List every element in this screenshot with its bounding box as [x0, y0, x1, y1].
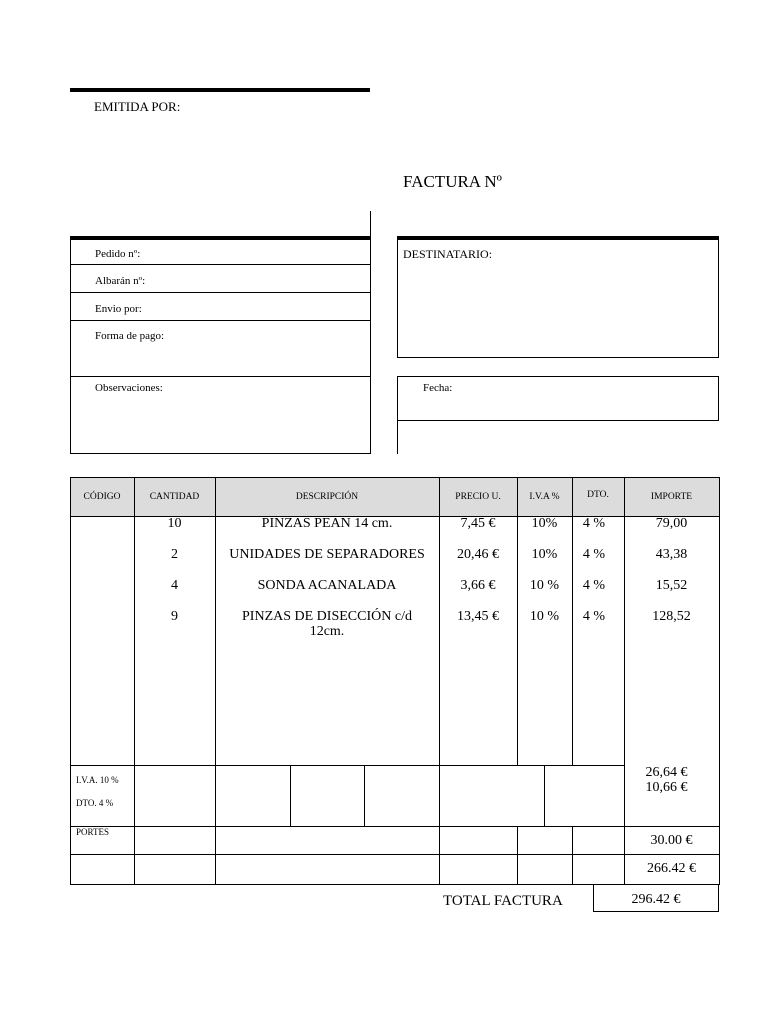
summary-sep — [544, 765, 545, 826]
portes-label: PORTES — [76, 827, 109, 837]
table-row-descripcion: SONDA ACANALADA — [257, 578, 397, 593]
summary-sep — [572, 826, 573, 884]
table-row-dto: 4 % — [582, 609, 606, 624]
invoice-title: FACTURA Nº — [403, 172, 502, 191]
issuer-label: EMITIDA POR: — [94, 99, 181, 114]
table-row-descripcion: PINZAS PEAN 14 cm. — [261, 516, 393, 531]
summary-sep — [134, 765, 135, 884]
table-left-border — [70, 477, 71, 885]
order-panel-divider — [70, 320, 370, 321]
table-row-cantidad: 2 — [171, 547, 178, 562]
header-codigo: CÓDIGO — [83, 491, 121, 502]
albaran-label: Albarán nº: — [95, 275, 146, 287]
dto-label: DTO. 4 % — [76, 798, 114, 808]
summary-sep — [215, 765, 216, 884]
table-row-cantidad: 9 — [171, 609, 178, 624]
dto-amount: 10,66 € — [645, 780, 688, 795]
table-row-iva: 10 % — [529, 578, 560, 593]
summary-sep — [290, 765, 291, 826]
subtotal-amount: 266.42 € — [647, 861, 696, 876]
table-row-precio: 13,45 € — [457, 609, 499, 624]
table-row-iva: 10 % — [529, 609, 560, 624]
header-cantidad: CANTIDAD — [149, 491, 200, 502]
table-row-dto: 4 % — [582, 516, 606, 531]
forma-pago-label: Forma de pago: — [95, 330, 165, 342]
order-panel-rule — [70, 236, 370, 240]
date-label: Fecha: — [423, 382, 453, 394]
col-sep — [624, 477, 625, 885]
summary-row-border — [70, 826, 719, 827]
table-row-dto: 4 % — [582, 547, 606, 562]
envio-label: Envio por: — [95, 303, 142, 315]
summary-sep — [517, 826, 518, 884]
table-row-precio: 7,45 € — [460, 516, 496, 531]
order-panel-divider — [70, 292, 370, 293]
table-row-descripcion: UNIDADES DE SEPARADORES — [229, 547, 425, 562]
summary-sep — [364, 765, 365, 826]
summary-sep — [439, 765, 440, 884]
header-importe: IMPORTE — [650, 491, 693, 502]
table-row-cantidad: 10 — [167, 516, 182, 531]
observaciones-label: Observaciones: — [95, 382, 163, 394]
table-row-importe: 79,00 — [655, 516, 688, 531]
order-panel-divider — [70, 376, 370, 377]
header-dto: DTO. — [587, 490, 609, 500]
order-panel-divider — [70, 264, 370, 265]
center-divider — [370, 211, 371, 454]
summary-top-border — [70, 765, 624, 766]
total-amount: 296.42 € — [631, 892, 681, 907]
order-panel-left-border — [70, 236, 71, 454]
header-descripcion: DESCRIPCIÓN — [295, 491, 359, 502]
recipient-label: DESTINATARIO: — [403, 247, 493, 261]
table-row-importe: 128,52 — [652, 609, 691, 624]
iva-label: I.V.A. 10 % — [76, 775, 119, 785]
pedido-label: Pedido nº: — [95, 248, 141, 260]
table-row-descripcion: PINZAS DE DISECCIÓN c/d 12cm. — [242, 609, 412, 639]
order-panel-bottom — [70, 453, 370, 454]
table-row-cantidad: 4 — [171, 578, 178, 593]
table-row-importe: 15,52 — [655, 578, 688, 593]
table-row-precio: 20,46 € — [457, 547, 499, 562]
table-row-importe: 43,38 — [655, 547, 688, 562]
issuer-rule — [70, 88, 370, 92]
table-row-iva: 10% — [531, 547, 558, 562]
header-precio: PRECIO U. — [455, 491, 501, 502]
table-right-border — [719, 477, 720, 885]
header-iva: I.V.A % — [529, 491, 560, 502]
total-label: TOTAL FACTURA — [443, 893, 563, 909]
portes-amount: 30.00 € — [650, 833, 693, 848]
summary-row-border — [70, 854, 719, 855]
table-row-iva: 10% — [531, 516, 558, 531]
table-row-precio: 3,66 € — [460, 578, 496, 593]
date-box-extension — [397, 420, 398, 454]
iva-amount: 26,64 € — [645, 765, 688, 780]
table-row-dto: 4 % — [582, 578, 606, 593]
